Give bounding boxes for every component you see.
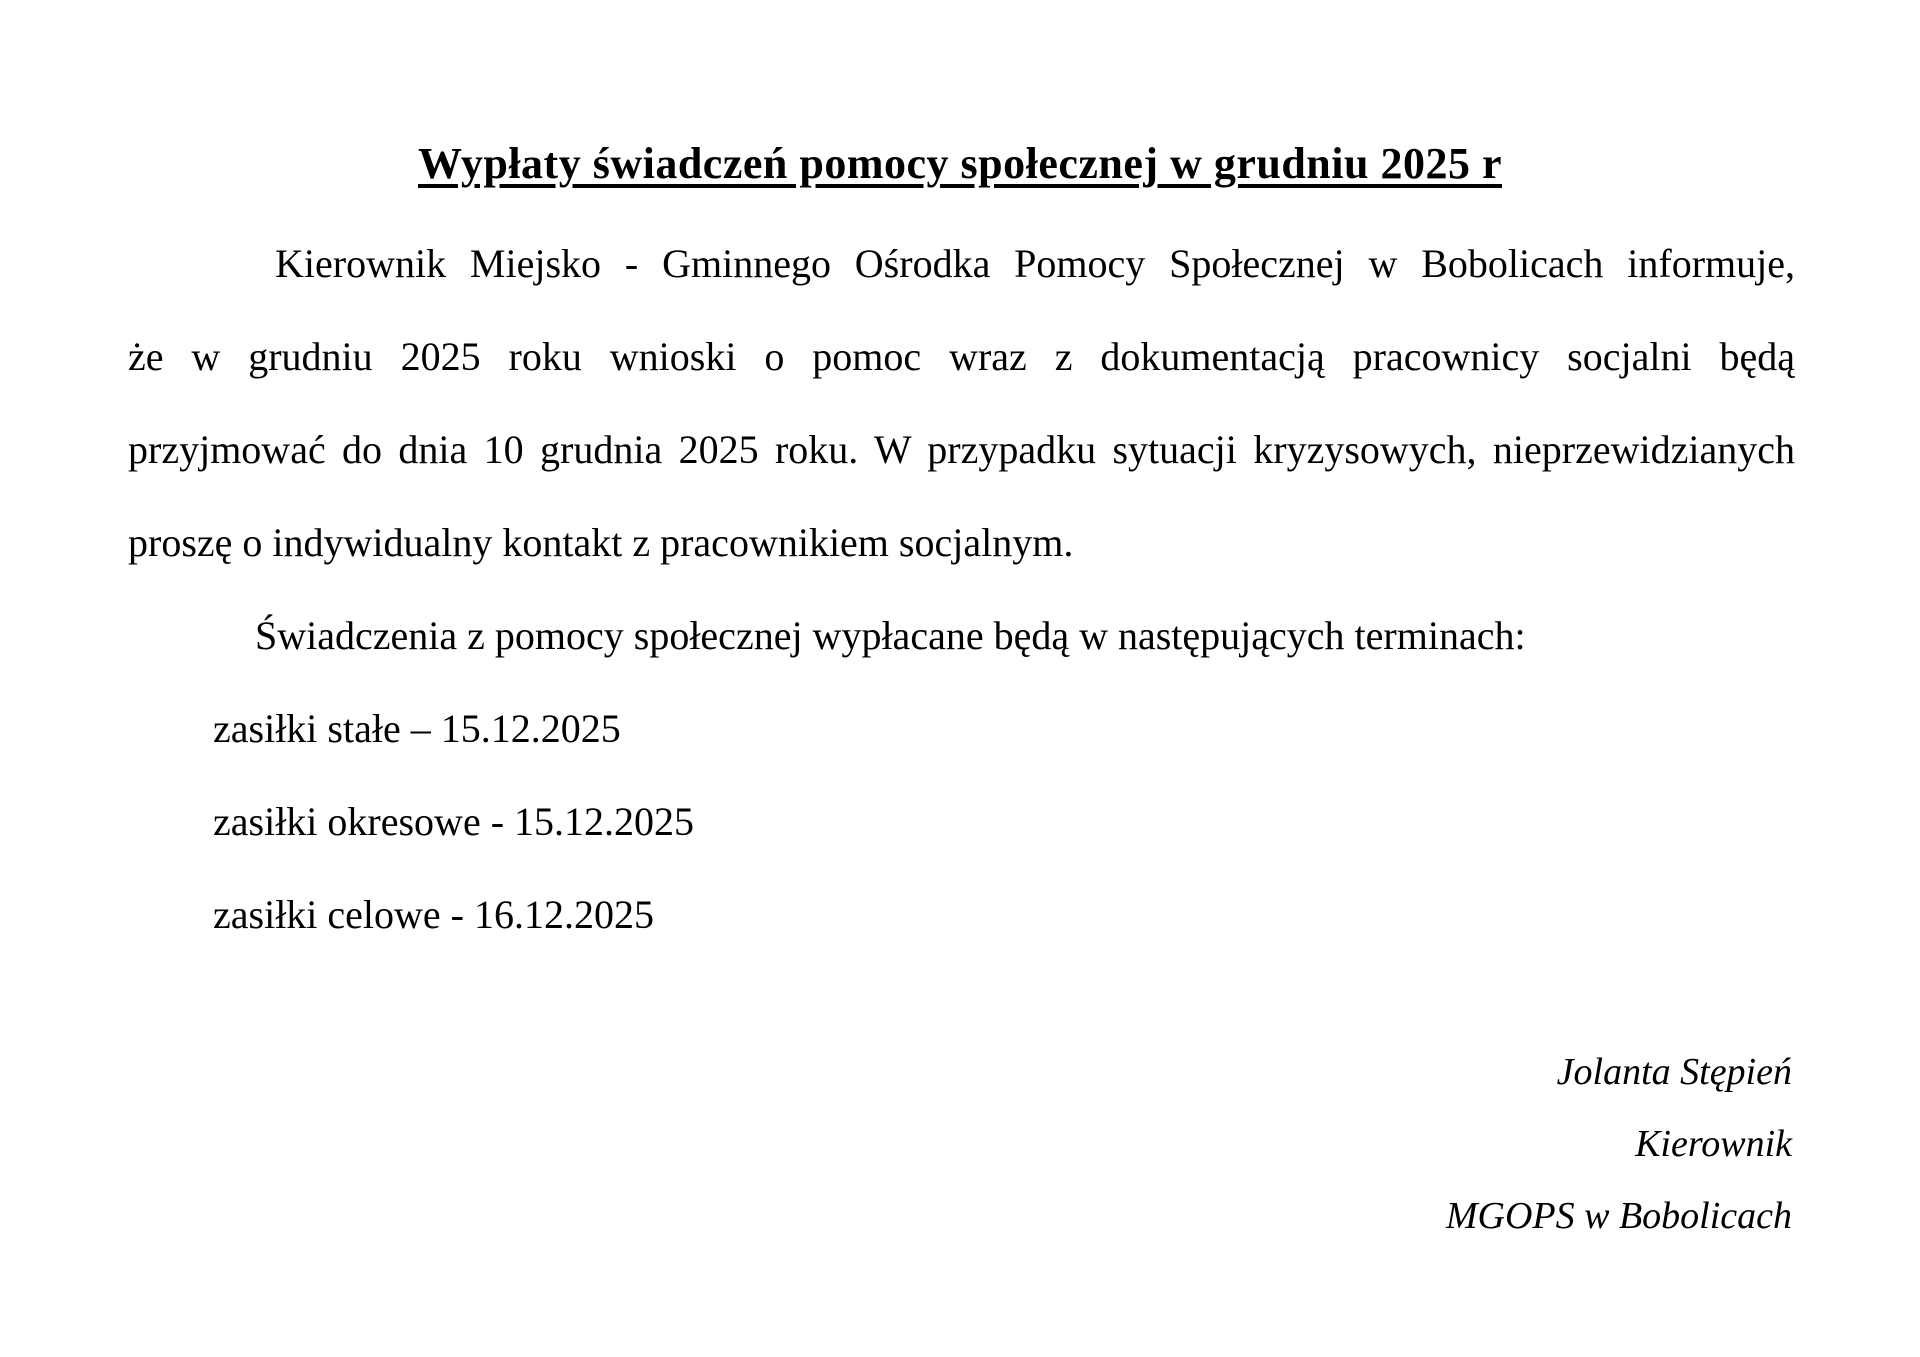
signature-block	[1446, 1036, 1792, 1252]
page-title: Wypłaty świadczeń pomocy społecznej w grudniu 2025 r	[417, 139, 1503, 188]
list-item	[128, 682, 1795, 775]
signature-role: Kierownik	[1635, 1123, 1792, 1165]
paragraph1-line2: że w grudniu 2025 roku wnioski o pomoc wraz z dokumentacją pracownicy socjalni będą	[128, 334, 1795, 379]
bullet-text: zasiłki stałe – 15.12.2025	[213, 706, 621, 751]
signature-name: Jolanta Stępień	[1556, 1051, 1792, 1093]
paragraph1-line3: przyjmować do dnia 10 grudnia 2025 roku. W przypadku sytuacji kryzysowych, nieprzewidzianych	[128, 427, 1795, 472]
signature-organization: MGOPS w Bobolicach	[1445, 1195, 1792, 1237]
paragraph1-line1: Kierownik Miejsko - Gminnego Ośrodka Pomocy Społecznej w Bobolicach informuje,	[275, 241, 1795, 286]
bullet-text: zasiłki okresowe - 15.12.2025	[213, 799, 695, 844]
bullet-text: zasiłki celowe - 16.12.2025	[213, 892, 654, 937]
paragraph1-line4: proszę o indywidualny kontakt z pracownikiem socjalnym.	[128, 520, 1074, 565]
list-item	[128, 868, 1795, 961]
document-body	[128, 217, 1795, 961]
paragraph2: Świadczenia z pomocy społecznej wypłacane będą w następujących terminach:	[255, 613, 1526, 658]
list-item	[128, 775, 1795, 868]
